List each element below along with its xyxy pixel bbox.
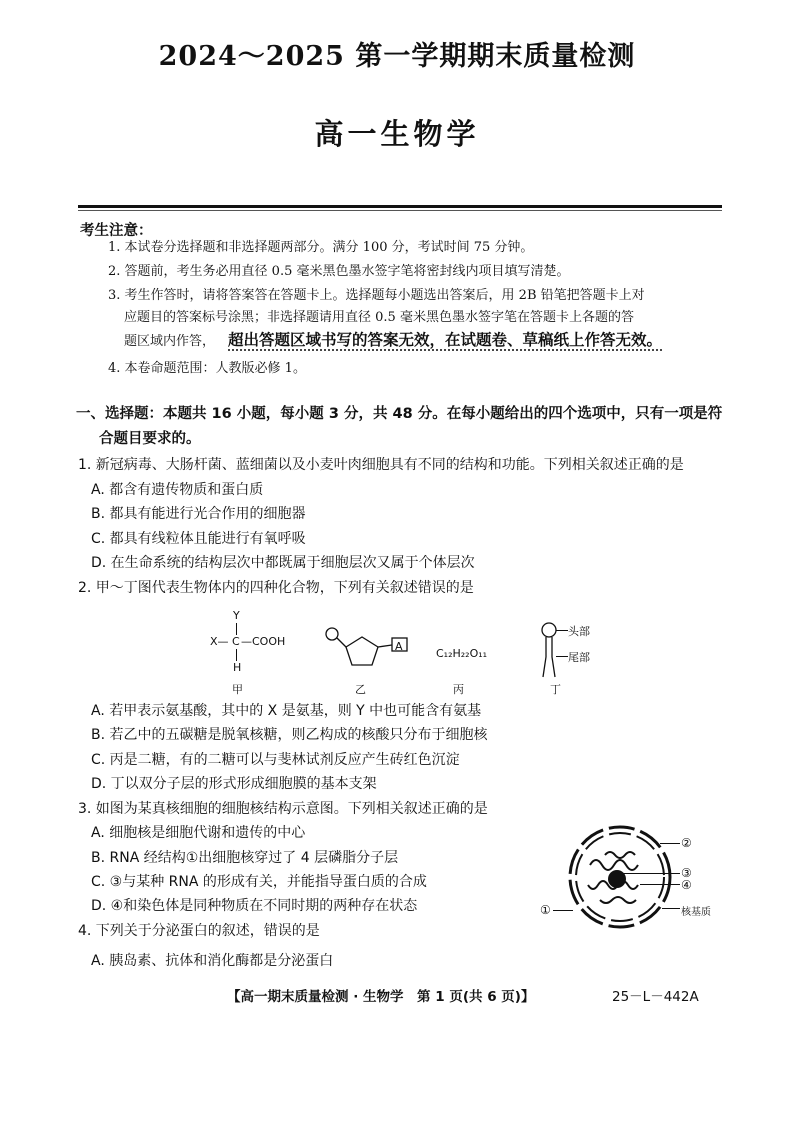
- section-instructions-cont: 合题目要求的。: [99, 431, 201, 447]
- amino-central-carbon: C: [232, 635, 240, 648]
- base-label: A: [395, 640, 403, 653]
- tail-pointer: [556, 656, 568, 657]
- marker-4: ④: [681, 878, 692, 892]
- matrix-leader: [662, 908, 680, 909]
- question-2-stem: 2. 甲～丁图代表生物体内的四种化合物，下列有关叙述错误的是: [78, 580, 474, 596]
- notice-item-3-cont2: 题区域内作答，: [124, 334, 216, 349]
- question-3-option-c: C. ③与某种 RNA 的形成有关，并能指导蛋白质的合成: [91, 874, 427, 890]
- sugar-formula: C₁₂H₂₂O₁₁: [436, 647, 488, 660]
- amino-carboxyl-group: —COOH: [241, 635, 286, 648]
- tail-label: 尾部: [568, 651, 590, 664]
- caption-bing: 丙: [453, 683, 464, 696]
- amino-bond-top: [236, 623, 237, 635]
- hydrophilic-head-icon: [542, 623, 556, 637]
- question-1-option-c: C. 都具有线粒体且能进行有氧呼吸: [91, 531, 306, 547]
- head-pointer: [556, 630, 568, 631]
- question-2-figure: [200, 603, 620, 701]
- marker-4-leader: [640, 884, 680, 885]
- amino-x-group: X—: [210, 635, 229, 648]
- notice-heading: 考生注意：: [80, 223, 153, 239]
- amino-y-group: Y: [233, 609, 240, 622]
- exam-title: 2024～2025 第一学期期末质量检测: [158, 41, 636, 72]
- subject-title: 高一生物学: [314, 117, 480, 151]
- tail-1-icon: [543, 637, 546, 677]
- amino-bond-bottom: [236, 649, 237, 661]
- marker-3-leader: [622, 873, 680, 874]
- notice-item-3: 3. 考生作答时，请将答案答在答题卡上。选择题每小题选出答案后，用 2B 铅笔把答题卡上对: [108, 288, 645, 303]
- tail-2-icon: [552, 637, 555, 677]
- question-2-option-a: A. 若甲表示氨基酸，其中的 X 是氨基，则 Y 中也可能含有氨基: [91, 703, 482, 719]
- nucleotide-diagram: [320, 613, 420, 673]
- notice-item-1: 1. 本试卷分选择题和非选择题两部分。满分 100 分，考试时间 75 分钟。: [108, 240, 534, 255]
- notice-item-3-cont: 应题目的答案标号涂黑；非选择题请用直径 0.5 毫米黑色墨水签字笔在答题卡上各题的答: [124, 310, 634, 325]
- matrix-label: 核基质: [681, 907, 711, 918]
- marker-3: ③: [681, 866, 692, 880]
- page-footer: 【高一期末质量检测 · 生物学 第 1 页(共 6 页)】: [227, 989, 535, 1005]
- head-label: 头部: [568, 625, 590, 638]
- question-2-option-b: B. 若乙中的五碳糖是脱氧核糖，则乙构成的核酸只分布于细胞核: [91, 727, 488, 743]
- question-1-stem: 1. 新冠病毒、大肠杆菌、蓝细菌以及小麦叶肉细胞具有不同的结构和功能。下列相关叙述正确的是: [78, 457, 684, 473]
- caption-ding: 丁: [550, 683, 561, 696]
- question-1-option-a: A. 都含有遗传物质和蛋白质: [91, 482, 264, 498]
- question-1-option-b: B. 都具有能进行光合作用的细胞器: [91, 506, 306, 522]
- marker-1-leader: [553, 910, 573, 911]
- nucleus-diagram: [560, 820, 680, 935]
- notice-emphasis: 超出答题区域书写的答案无效，在试题卷、草稿纸上作答无效。: [228, 331, 663, 349]
- pentose-ring-icon: [346, 637, 378, 665]
- question-4-option-a: A. 胰岛素、抗体和消化酶都是分泌蛋白: [91, 953, 334, 969]
- question-1-option-d: D. 在生命系统的结构层次中都既属于细胞层次又属于个体层次: [91, 555, 475, 571]
- question-3-stem: 3. 如图为某真核细胞的细胞核结构示意图。下列相关叙述正确的是: [78, 801, 488, 817]
- question-3-option-d: D. ④和染色体是同种物质在不同时期的两种存在状态: [91, 898, 418, 914]
- header-divider-thin: [78, 210, 722, 211]
- question-3-option-a: A. 细胞核是细胞代谢和遗传的中心: [91, 825, 306, 841]
- question-4-stem: 4. 下列关于分泌蛋白的叙述，错误的是: [78, 923, 320, 939]
- question-2-option-d: D. 丁以双分子层的形式形成细胞膜的基本支架: [91, 776, 377, 792]
- phosphate-circle-icon: [326, 628, 338, 640]
- marker-2: ②: [681, 836, 692, 850]
- paper-code: 25－L－442A: [612, 989, 699, 1005]
- question-2-option-c: C. 丙是二糖，有的二糖可以与斐林试剂反应产生砖红色沉淀: [91, 752, 460, 768]
- section-instructions: 一、选择题：本题共 16 小题，每小题 3 分，共 48 分。在每小题给出的四个选项中，只有一项是符: [76, 406, 723, 422]
- notice-item-2: 2. 答题前，考生务必用直径 0.5 毫米黑色墨水签字笔将密封线内项目填写清楚。: [108, 264, 570, 279]
- notice-item-4: 4. 本卷命题范围：人教版必修 1。: [108, 361, 306, 376]
- marker-2-leader: [660, 843, 680, 844]
- caption-jia: 甲: [232, 683, 243, 696]
- amino-h-atom: H: [233, 661, 242, 674]
- marker-1: ①: [540, 903, 551, 917]
- question-3-option-b: B. RNA 经结构①出细胞核穿过了 4 层磷脂分子层: [91, 850, 399, 866]
- header-divider: [78, 205, 722, 208]
- caption-yi: 乙: [355, 683, 366, 696]
